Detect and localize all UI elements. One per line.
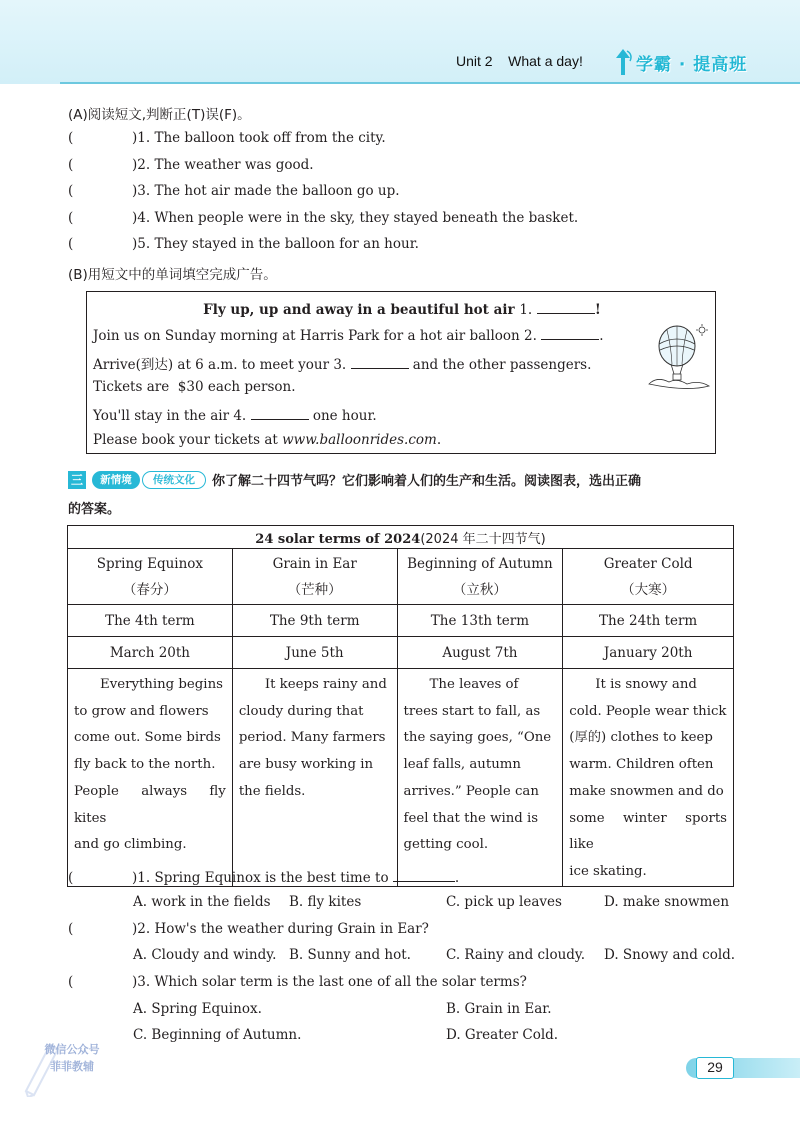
desc-line: ice skating.	[569, 863, 647, 879]
blank-number: 4.	[233, 408, 247, 424]
part-a-instruction: (A)阅读短文,判断正(T)误(F)。	[68, 107, 251, 123]
desc-line: The leaves of	[429, 677, 519, 692]
tag-new-context: 新情境	[92, 471, 140, 489]
answer-blank[interactable]: (	[68, 921, 74, 937]
question-1	[68, 868, 459, 886]
ad-line-6	[93, 432, 441, 448]
term-order-cell: The 24th term	[563, 605, 734, 637]
desc-line: fly back to the north.	[74, 757, 216, 773]
term-order-cell: The 4th term	[68, 605, 233, 637]
blank-number: 3.	[333, 357, 347, 373]
option-c[interactable]: C. Rainy and cloudy.	[446, 947, 586, 963]
term-date-cell: August 7th	[397, 637, 563, 669]
term-date-cell: June 5th	[232, 637, 397, 669]
term-date-cell: March 20th	[68, 637, 233, 669]
term-name-cell	[397, 549, 563, 605]
answer-blank[interactable]: (	[68, 183, 74, 199]
option-a[interactable]: A. Cloudy and windy.	[133, 947, 277, 963]
answer-blank[interactable]: (	[68, 236, 74, 252]
desc-line: Everything begins	[100, 677, 223, 692]
option-a[interactable]: A. work in the fields	[133, 894, 271, 910]
brand-logo	[612, 48, 747, 76]
tf-item-1	[68, 130, 386, 146]
tf-item-5	[68, 236, 419, 252]
option-d[interactable]: D. Snowy and cold.	[604, 947, 736, 963]
ad-text: Please book your tickets at	[93, 432, 283, 448]
ad-title-end: !	[594, 302, 601, 318]
item-text: The balloon took off from the city.	[154, 130, 386, 146]
up-arrow-icon	[612, 47, 634, 77]
tf-item-3	[68, 183, 400, 199]
question-stem: How's the weather during Grain in Ear?	[154, 921, 429, 937]
item-text: When people were in the sky, they stayed beneath the basket.	[154, 210, 579, 226]
term-description-cell	[68, 669, 233, 887]
term-name-cn: （春分）	[122, 581, 177, 598]
term-name-en: Spring Equinox	[96, 555, 204, 572]
question-number: )1.	[132, 870, 151, 886]
fill-blank[interactable]	[393, 868, 455, 882]
desc-line: People always fly kites	[74, 783, 226, 826]
term-name-cell	[68, 549, 233, 605]
desc-line: and go climbing.	[74, 837, 187, 853]
term-name-cn: （立秋）	[452, 581, 507, 598]
answer-blank[interactable]: (	[68, 130, 74, 146]
table-title-cn: (2024 年二十四节气)	[420, 531, 546, 547]
ad-text: Join us on Sunday morning at Harris Park for a hot air balloon	[93, 328, 525, 344]
desc-line: feel that the wind is	[403, 810, 539, 826]
page-number: 29	[696, 1057, 734, 1079]
desc-line: the fields.	[238, 783, 306, 799]
option-a[interactable]: A. Spring Equinox.	[133, 1001, 262, 1017]
option-c[interactable]: C. Beginning of Autumn.	[133, 1027, 302, 1043]
question-3	[68, 974, 527, 990]
term-order-cell: The 9th term	[232, 605, 397, 637]
ad-text: You'll stay in the air	[93, 408, 234, 424]
answer-blank[interactable]: (	[68, 157, 74, 173]
desc-line: (厚的) clothes to keep	[569, 730, 713, 746]
fill-blank-2[interactable]	[541, 326, 599, 340]
term-name-en: Greater Cold	[603, 555, 693, 572]
desc-line: the saying goes, “One	[403, 730, 552, 746]
desc-line: are busy working in	[238, 757, 374, 773]
section-intro: 你了解二十四节气吗？它们影响着人们的生产和生活。阅读图表，选出正确	[212, 474, 642, 489]
ad-line-3	[93, 353, 591, 373]
term-order-cell: The 13th term	[397, 605, 563, 637]
question-stem: Which solar term is the last one of all the solar terms?	[154, 974, 527, 990]
desc-line: cloudy during that	[238, 703, 364, 719]
desc-line: warm. Children often	[569, 757, 714, 773]
answer-blank[interactable]: (	[68, 974, 74, 990]
item-number: )1.	[132, 130, 151, 146]
option-d[interactable]: D. make snowmen	[604, 894, 730, 910]
desc-line: arrives.” People can	[403, 783, 539, 799]
ad-line-5	[93, 406, 377, 424]
desc-line: make snowmen and do	[569, 783, 724, 799]
desc-line: to grow and flowers	[74, 703, 209, 719]
tf-item-4	[68, 210, 578, 226]
desc-line: trees start to fall, as	[403, 703, 541, 719]
hot-air-balloon-icon	[647, 320, 713, 396]
ad-text: Arrive(到达) at 6 a.m. to meet your	[93, 357, 334, 373]
section-intro-continued: 的答案。	[68, 502, 121, 517]
ad-text-end: .	[436, 432, 442, 448]
brand-text: 学霸 · 提高班	[636, 54, 748, 75]
desc-line: It is snowy and	[595, 677, 697, 692]
question-2	[68, 921, 429, 937]
desc-line: It keeps rainy and	[264, 677, 387, 692]
ad-title	[87, 300, 717, 318]
fill-blank-4[interactable]	[251, 406, 309, 420]
item-number: )3.	[132, 183, 151, 199]
ad-line-2	[93, 326, 604, 344]
answer-blank[interactable]: (	[68, 210, 74, 226]
fill-blank-1[interactable]	[537, 300, 595, 314]
tf-item-2	[68, 157, 314, 173]
question-number: )2.	[132, 921, 151, 937]
tag-traditional-culture: 传统文化	[142, 471, 206, 489]
desc-line: cold. People wear thick	[569, 703, 727, 719]
item-text: The hot air made the balloon go up.	[154, 183, 400, 199]
watermark-line-1: 微信公众号	[44, 1043, 100, 1056]
advertisement-box	[86, 291, 716, 454]
fill-blank-3[interactable]	[351, 355, 409, 369]
item-number: )4.	[132, 210, 151, 226]
table-title	[68, 526, 734, 549]
term-description-cell	[397, 669, 563, 887]
ad-text-end: and the other passengers.	[408, 357, 592, 373]
term-name-cell	[232, 549, 397, 605]
solar-terms-table	[67, 525, 734, 887]
question-number: )3.	[132, 974, 151, 990]
unit-title: Unit 2 What a day!	[456, 53, 583, 69]
term-name-cell	[563, 549, 734, 605]
blank-number: 2.	[524, 328, 537, 344]
term-name-en: Beginning of Autumn	[407, 555, 553, 572]
ad-title-text: Fly up, up and away in a beautiful hot air	[203, 302, 520, 318]
term-description-cell	[232, 669, 397, 887]
term-name-en: Grain in Ear	[272, 555, 357, 572]
blank-number: 1.	[519, 302, 533, 318]
term-date-cell: January 20th	[563, 637, 734, 669]
option-b[interactable]: B. Grain in Ear.	[446, 1001, 552, 1017]
option-d[interactable]: D. Greater Cold.	[446, 1027, 559, 1043]
desc-line: come out. Some birds	[74, 730, 221, 746]
question-stem: Spring Equinox is the best time to	[154, 870, 393, 886]
option-b[interactable]: B. Sunny and hot.	[289, 947, 411, 963]
item-text: They stayed in the balloon for an hour.	[154, 236, 419, 252]
desc-line: some winter sports like	[569, 810, 727, 853]
term-name-cn: （芒种）	[287, 581, 342, 598]
answer-blank[interactable]: (	[68, 870, 74, 886]
desc-line: leaf falls, autumn	[403, 757, 521, 773]
item-text: The weather was good.	[154, 157, 314, 173]
ad-text-end: one hour.	[308, 408, 377, 424]
desc-line: period. Many farmers	[238, 730, 386, 746]
term-name-cn: （大寒）	[621, 581, 676, 598]
website-link[interactable]: www.balloonrides.com	[282, 432, 437, 448]
watermark-line-2: 菲菲教辅	[50, 1060, 94, 1073]
item-number: )2.	[132, 157, 151, 173]
option-c[interactable]: C. pick up leaves	[446, 894, 562, 910]
section-number: 三	[68, 471, 86, 489]
desc-line: getting cool.	[403, 837, 489, 853]
table-title-en: 24 solar terms of 2024	[255, 531, 421, 547]
item-number: )5.	[132, 236, 151, 252]
term-description-cell	[563, 669, 734, 887]
question-stem-end: .	[454, 870, 460, 886]
watermark	[22, 1037, 122, 1097]
part-b-instruction: (B)用短文中的单词填空完成广告。	[68, 267, 277, 283]
ad-line-4: Tickets are $30 each person.	[93, 379, 296, 395]
ad-text-end: .	[599, 328, 604, 344]
option-b[interactable]: B. fly kites	[289, 894, 362, 910]
header-divider	[60, 82, 800, 84]
